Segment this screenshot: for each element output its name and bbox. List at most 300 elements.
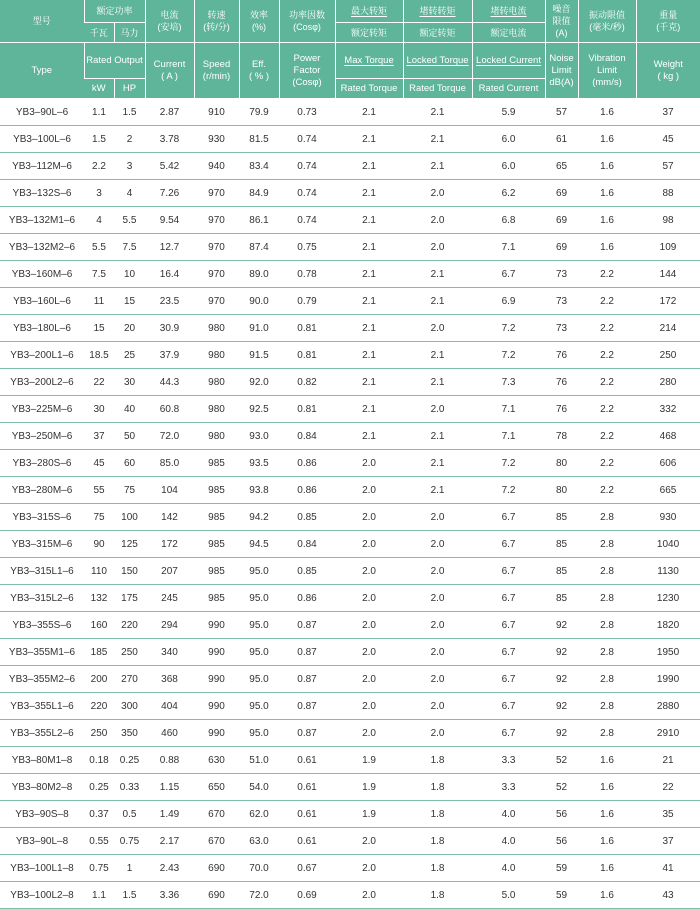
cell-current: 72.0 — [145, 423, 194, 450]
cell-speed: 990 — [194, 612, 239, 639]
cell-weight: 468 — [636, 423, 700, 450]
cell-locked-current-ratio: 6.8 — [472, 207, 545, 234]
cell-locked-torque-ratio: 2.0 — [403, 558, 472, 585]
cell-speed: 970 — [194, 234, 239, 261]
col-header-eff-en: Eff. ( % ) — [239, 43, 279, 99]
cell-vibration-limit: 1.6 — [578, 747, 636, 774]
cell-max-torque-ratio: 2.0 — [335, 504, 403, 531]
cell-current: 7.26 — [145, 180, 194, 207]
cell-noise-limit: 85 — [545, 558, 578, 585]
col-header-max-torque-en2: Rated Torque — [335, 79, 403, 99]
cell-weight: 41 — [636, 855, 700, 882]
cell-weight: 45 — [636, 126, 700, 153]
cell-speed: 990 — [194, 666, 239, 693]
cell-weight: 1950 — [636, 639, 700, 666]
cell-locked-torque-ratio: 2.1 — [403, 342, 472, 369]
cell-power-factor: 0.87 — [279, 639, 335, 666]
cell-speed: 980 — [194, 369, 239, 396]
cell-locked-torque-ratio: 2.0 — [403, 666, 472, 693]
cell-weight: 98 — [636, 207, 700, 234]
cell-efficiency: 91.0 — [239, 315, 279, 342]
table-body — [0, 99, 700, 909]
cell-kw: 0.75 — [84, 855, 114, 882]
cell-kw: 0.55 — [84, 828, 114, 855]
cell-noise-limit: 92 — [545, 693, 578, 720]
cell-weight: 1230 — [636, 585, 700, 612]
cell-weight: 22 — [636, 774, 700, 801]
cell-max-torque-ratio: 2.0 — [335, 639, 403, 666]
col-header-weight-en: Weight ( kg ) — [636, 43, 700, 99]
cell-vibration-limit: 1.6 — [578, 153, 636, 180]
cell-locked-torque-ratio: 2.0 — [403, 693, 472, 720]
table-row — [0, 666, 700, 693]
cell-locked-current-ratio: 6.7 — [472, 693, 545, 720]
cell-efficiency: 94.5 — [239, 531, 279, 558]
cell-type: YB3–315L2–6 — [0, 585, 84, 612]
cell-locked-torque-ratio: 2.0 — [403, 612, 472, 639]
cell-current: 2.17 — [145, 828, 194, 855]
cell-power-factor: 0.86 — [279, 450, 335, 477]
cell-max-torque-ratio: 2.0 — [335, 585, 403, 612]
table-row — [0, 99, 700, 126]
cell-noise-limit: 73 — [545, 288, 578, 315]
cell-current: 340 — [145, 639, 194, 666]
cell-noise-limit: 59 — [545, 855, 578, 882]
cell-kw: 22 — [84, 369, 114, 396]
cell-efficiency: 95.0 — [239, 720, 279, 747]
cell-kw: 2.2 — [84, 153, 114, 180]
table-row — [0, 450, 700, 477]
table-row — [0, 720, 700, 747]
cell-noise-limit: 92 — [545, 639, 578, 666]
cell-current: 404 — [145, 693, 194, 720]
cell-hp: 40 — [114, 396, 145, 423]
cell-noise-limit: 57 — [545, 99, 578, 126]
cell-hp: 5.5 — [114, 207, 145, 234]
col-header-model-zh: 型号 — [0, 0, 84, 43]
cell-vibration-limit: 2.2 — [578, 369, 636, 396]
table-row — [0, 504, 700, 531]
table-row — [0, 207, 700, 234]
cell-power-factor: 0.84 — [279, 531, 335, 558]
col-header-power-factor-en: Power Factor (Cosφ) — [279, 43, 335, 99]
cell-weight: 1820 — [636, 612, 700, 639]
table-row — [0, 612, 700, 639]
cell-vibration-limit: 2.2 — [578, 477, 636, 504]
cell-locked-current-ratio: 3.3 — [472, 747, 545, 774]
cell-hp: 2 — [114, 126, 145, 153]
cell-vibration-limit: 1.6 — [578, 801, 636, 828]
cell-type: YB3–80M1–8 — [0, 747, 84, 774]
cell-max-torque-ratio: 2.1 — [335, 99, 403, 126]
cell-noise-limit: 69 — [545, 207, 578, 234]
cell-locked-current-ratio: 6.7 — [472, 666, 545, 693]
cell-locked-torque-ratio: 2.1 — [403, 288, 472, 315]
cell-type: YB3–90L–8 — [0, 828, 84, 855]
cell-type: YB3–280S–6 — [0, 450, 84, 477]
cell-power-factor: 0.74 — [279, 207, 335, 234]
cell-power-factor: 0.69 — [279, 882, 335, 909]
col-header-kw-en: kW — [84, 79, 114, 99]
table-row — [0, 882, 700, 909]
cell-power-factor: 0.84 — [279, 423, 335, 450]
col-header-speed-en: Speed (r/min) — [194, 43, 239, 99]
cell-hp: 0.75 — [114, 828, 145, 855]
cell-weight: 37 — [636, 99, 700, 126]
cell-kw: 1.5 — [84, 126, 114, 153]
cell-current: 44.3 — [145, 369, 194, 396]
cell-kw: 185 — [84, 639, 114, 666]
col-header-weight-zh: 重量 (千克) — [636, 0, 700, 43]
cell-speed: 970 — [194, 261, 239, 288]
cell-speed: 985 — [194, 504, 239, 531]
cell-locked-current-ratio: 6.7 — [472, 531, 545, 558]
table-row — [0, 369, 700, 396]
cell-current: 9.54 — [145, 207, 194, 234]
cell-type: YB3–355L2–6 — [0, 720, 84, 747]
table-row — [0, 477, 700, 504]
cell-locked-torque-ratio: 2.0 — [403, 207, 472, 234]
cell-max-torque-ratio: 2.0 — [335, 882, 403, 909]
col-header-hp-zh: 马力 — [114, 23, 145, 43]
cell-locked-current-ratio: 6.7 — [472, 585, 545, 612]
cell-hp: 1.5 — [114, 99, 145, 126]
cell-current: 2.87 — [145, 99, 194, 126]
cell-power-factor: 0.75 — [279, 234, 335, 261]
cell-hp: 220 — [114, 612, 145, 639]
cell-current: 245 — [145, 585, 194, 612]
cell-efficiency: 87.4 — [239, 234, 279, 261]
cell-locked-current-ratio: 7.1 — [472, 423, 545, 450]
cell-noise-limit: 78 — [545, 423, 578, 450]
cell-weight: 144 — [636, 261, 700, 288]
col-header-hp-en: HP — [114, 79, 145, 99]
cell-noise-limit: 59 — [545, 882, 578, 909]
cell-noise-limit: 69 — [545, 180, 578, 207]
cell-hp: 75 — [114, 477, 145, 504]
cell-type: YB3–355M1–6 — [0, 639, 84, 666]
cell-speed: 980 — [194, 315, 239, 342]
cell-locked-current-ratio: 7.3 — [472, 369, 545, 396]
col-header-max-torque-zh2: 额定转矩 — [335, 23, 403, 43]
cell-max-torque-ratio: 1.9 — [335, 747, 403, 774]
cell-noise-limit: 85 — [545, 585, 578, 612]
cell-max-torque-ratio: 1.9 — [335, 774, 403, 801]
col-header-max-torque-en: Max Torque — [335, 43, 403, 79]
cell-hp: 3 — [114, 153, 145, 180]
col-header-locked-torque-en: Locked Torque — [403, 43, 472, 79]
cell-kw: 90 — [84, 531, 114, 558]
cell-noise-limit: 80 — [545, 477, 578, 504]
cell-max-torque-ratio: 2.0 — [335, 666, 403, 693]
cell-locked-current-ratio: 6.7 — [472, 504, 545, 531]
col-header-locked-current-en2: Rated Current — [472, 79, 545, 99]
cell-max-torque-ratio: 2.0 — [335, 558, 403, 585]
cell-hp: 10 — [114, 261, 145, 288]
table-row — [0, 855, 700, 882]
cell-hp: 60 — [114, 450, 145, 477]
cell-vibration-limit: 2.8 — [578, 693, 636, 720]
cell-power-factor: 0.74 — [279, 153, 335, 180]
cell-max-torque-ratio: 2.1 — [335, 180, 403, 207]
cell-current: 23.5 — [145, 288, 194, 315]
cell-efficiency: 72.0 — [239, 882, 279, 909]
cell-max-torque-ratio: 2.1 — [335, 369, 403, 396]
cell-current: 2.43 — [145, 855, 194, 882]
cell-vibration-limit: 1.6 — [578, 828, 636, 855]
cell-efficiency: 90.0 — [239, 288, 279, 315]
cell-locked-torque-ratio: 2.0 — [403, 234, 472, 261]
cell-noise-limit: 52 — [545, 747, 578, 774]
cell-hp: 300 — [114, 693, 145, 720]
cell-locked-torque-ratio: 1.8 — [403, 828, 472, 855]
cell-noise-limit: 76 — [545, 342, 578, 369]
cell-max-torque-ratio: 2.0 — [335, 612, 403, 639]
cell-power-factor: 0.79 — [279, 288, 335, 315]
col-header-power-factor-zh: 功率因数 (Cosφ) — [279, 0, 335, 43]
cell-noise-limit: 65 — [545, 153, 578, 180]
cell-power-factor: 0.67 — [279, 855, 335, 882]
cell-locked-torque-ratio: 2.0 — [403, 504, 472, 531]
cell-type: YB3–160L–6 — [0, 288, 84, 315]
cell-type: YB3–200L2–6 — [0, 369, 84, 396]
cell-type: YB3–280M–6 — [0, 477, 84, 504]
cell-vibration-limit: 2.2 — [578, 423, 636, 450]
cell-speed: 980 — [194, 423, 239, 450]
col-header-locked-torque-en2: Rated Torque — [403, 79, 472, 99]
cell-efficiency: 95.0 — [239, 612, 279, 639]
cell-max-torque-ratio: 2.0 — [335, 828, 403, 855]
cell-kw: 4 — [84, 207, 114, 234]
cell-weight: 606 — [636, 450, 700, 477]
cell-locked-torque-ratio: 2.1 — [403, 477, 472, 504]
cell-kw: 37 — [84, 423, 114, 450]
cell-hp: 0.5 — [114, 801, 145, 828]
cell-type: YB3–132S–6 — [0, 180, 84, 207]
col-header-locked-torque-zh2: 额定转矩 — [403, 23, 472, 43]
cell-efficiency: 93.8 — [239, 477, 279, 504]
cell-noise-limit: 92 — [545, 612, 578, 639]
cell-hp: 350 — [114, 720, 145, 747]
cell-noise-limit: 76 — [545, 396, 578, 423]
cell-kw: 0.25 — [84, 774, 114, 801]
cell-locked-torque-ratio: 2.1 — [403, 369, 472, 396]
cell-power-factor: 0.87 — [279, 693, 335, 720]
cell-locked-current-ratio: 7.1 — [472, 234, 545, 261]
cell-type: YB3–225M–6 — [0, 396, 84, 423]
cell-locked-torque-ratio: 2.1 — [403, 450, 472, 477]
cell-current: 30.9 — [145, 315, 194, 342]
cell-efficiency: 89.0 — [239, 261, 279, 288]
col-header-locked-current-en: Locked Current — [472, 43, 545, 79]
cell-locked-current-ratio: 5.0 — [472, 882, 545, 909]
cell-speed: 690 — [194, 855, 239, 882]
cell-speed: 930 — [194, 126, 239, 153]
cell-speed: 990 — [194, 693, 239, 720]
cell-speed: 650 — [194, 774, 239, 801]
cell-power-factor: 0.87 — [279, 720, 335, 747]
cell-hp: 150 — [114, 558, 145, 585]
cell-current: 60.8 — [145, 396, 194, 423]
cell-power-factor: 0.61 — [279, 774, 335, 801]
cell-max-torque-ratio: 2.1 — [335, 207, 403, 234]
cell-type: YB3–132M1–6 — [0, 207, 84, 234]
cell-locked-torque-ratio: 2.0 — [403, 396, 472, 423]
cell-weight: 665 — [636, 477, 700, 504]
cell-locked-torque-ratio: 2.1 — [403, 126, 472, 153]
col-header-noise-en: Noise Limit dB(A) — [545, 43, 578, 99]
cell-speed: 690 — [194, 882, 239, 909]
cell-current: 368 — [145, 666, 194, 693]
cell-speed: 670 — [194, 828, 239, 855]
cell-kw: 1.1 — [84, 882, 114, 909]
cell-kw: 30 — [84, 396, 114, 423]
cell-vibration-limit: 1.6 — [578, 774, 636, 801]
cell-efficiency: 94.2 — [239, 504, 279, 531]
cell-vibration-limit: 2.8 — [578, 666, 636, 693]
cell-locked-torque-ratio: 2.0 — [403, 531, 472, 558]
cell-power-factor: 0.73 — [279, 99, 335, 126]
cell-speed: 970 — [194, 180, 239, 207]
cell-type: YB3–160M–6 — [0, 261, 84, 288]
cell-kw: 3 — [84, 180, 114, 207]
col-header-max-torque-zh: 最大转矩 — [335, 0, 403, 23]
cell-locked-torque-ratio: 2.0 — [403, 639, 472, 666]
cell-locked-torque-ratio: 1.8 — [403, 774, 472, 801]
cell-type: YB3–250M–6 — [0, 423, 84, 450]
cell-vibration-limit: 2.8 — [578, 558, 636, 585]
cell-weight: 2880 — [636, 693, 700, 720]
cell-efficiency: 51.0 — [239, 747, 279, 774]
cell-vibration-limit: 2.8 — [578, 720, 636, 747]
cell-vibration-limit: 1.6 — [578, 882, 636, 909]
cell-weight: 37 — [636, 828, 700, 855]
cell-vibration-limit: 1.6 — [578, 126, 636, 153]
cell-locked-current-ratio: 6.7 — [472, 639, 545, 666]
cell-power-factor: 0.85 — [279, 504, 335, 531]
cell-kw: 5.5 — [84, 234, 114, 261]
cell-hp: 30 — [114, 369, 145, 396]
col-header-noise-zh: 噪音 限值 (A) — [545, 0, 578, 43]
cell-power-factor: 0.86 — [279, 477, 335, 504]
col-header-eff-zh: 效率 (%) — [239, 0, 279, 43]
cell-type: YB3–100L1–8 — [0, 855, 84, 882]
table-row — [0, 774, 700, 801]
cell-current: 16.4 — [145, 261, 194, 288]
cell-efficiency: 63.0 — [239, 828, 279, 855]
cell-max-torque-ratio: 2.1 — [335, 288, 403, 315]
cell-kw: 75 — [84, 504, 114, 531]
cell-noise-limit: 52 — [545, 774, 578, 801]
col-header-rated-output-zh: 额定功率 — [84, 0, 145, 23]
cell-max-torque-ratio: 2.0 — [335, 693, 403, 720]
cell-max-torque-ratio: 2.1 — [335, 396, 403, 423]
cell-power-factor: 0.87 — [279, 612, 335, 639]
table-row — [0, 153, 700, 180]
col-header-locked-current-zh2: 额定电流 — [472, 23, 545, 43]
cell-max-torque-ratio: 2.0 — [335, 450, 403, 477]
table-row — [0, 126, 700, 153]
cell-current: 3.78 — [145, 126, 194, 153]
cell-type: YB3–112M–6 — [0, 153, 84, 180]
col-header-speed-zh: 转速 (转/分) — [194, 0, 239, 43]
cell-type: YB3–132M2–6 — [0, 234, 84, 261]
table-row — [0, 342, 700, 369]
cell-max-torque-ratio: 2.1 — [335, 423, 403, 450]
cell-vibration-limit: 2.2 — [578, 396, 636, 423]
cell-type: YB3–355S–6 — [0, 612, 84, 639]
cell-noise-limit: 73 — [545, 315, 578, 342]
cell-hp: 175 — [114, 585, 145, 612]
cell-locked-current-ratio: 3.3 — [472, 774, 545, 801]
cell-power-factor: 0.61 — [279, 828, 335, 855]
cell-type: YB3–80M2–8 — [0, 774, 84, 801]
table-row — [0, 693, 700, 720]
cell-kw: 220 — [84, 693, 114, 720]
table-row — [0, 558, 700, 585]
cell-weight: 21 — [636, 747, 700, 774]
cell-weight: 1040 — [636, 531, 700, 558]
cell-locked-current-ratio: 5.9 — [472, 99, 545, 126]
cell-current: 0.88 — [145, 747, 194, 774]
cell-power-factor: 0.61 — [279, 801, 335, 828]
cell-noise-limit: 56 — [545, 828, 578, 855]
cell-noise-limit: 92 — [545, 666, 578, 693]
cell-hp: 270 — [114, 666, 145, 693]
table-row — [0, 315, 700, 342]
table-row — [0, 261, 700, 288]
cell-weight: 35 — [636, 801, 700, 828]
cell-efficiency: 95.0 — [239, 639, 279, 666]
cell-speed: 970 — [194, 207, 239, 234]
cell-weight: 43 — [636, 882, 700, 909]
cell-max-torque-ratio: 2.1 — [335, 342, 403, 369]
cell-locked-torque-ratio: 2.1 — [403, 423, 472, 450]
cell-kw: 18.5 — [84, 342, 114, 369]
col-header-vibration-zh: 振动限值 (毫米/秒) — [578, 0, 636, 43]
cell-current: 1.15 — [145, 774, 194, 801]
cell-locked-torque-ratio: 2.0 — [403, 585, 472, 612]
cell-max-torque-ratio: 2.0 — [335, 855, 403, 882]
cell-max-torque-ratio: 2.1 — [335, 126, 403, 153]
cell-locked-current-ratio: 6.0 — [472, 153, 545, 180]
cell-kw: 45 — [84, 450, 114, 477]
cell-power-factor: 0.74 — [279, 126, 335, 153]
cell-kw: 200 — [84, 666, 114, 693]
table-row — [0, 531, 700, 558]
cell-type: YB3–100L–6 — [0, 126, 84, 153]
cell-efficiency: 62.0 — [239, 801, 279, 828]
cell-locked-torque-ratio: 1.8 — [403, 747, 472, 774]
table-row — [0, 288, 700, 315]
table-row — [0, 585, 700, 612]
cell-locked-torque-ratio: 2.1 — [403, 153, 472, 180]
cell-max-torque-ratio: 2.1 — [335, 153, 403, 180]
cell-speed: 985 — [194, 585, 239, 612]
cell-power-factor: 0.87 — [279, 666, 335, 693]
cell-efficiency: 83.4 — [239, 153, 279, 180]
cell-type: YB3–180L–6 — [0, 315, 84, 342]
cell-hp: 4 — [114, 180, 145, 207]
cell-power-factor: 0.74 — [279, 180, 335, 207]
col-header-locked-current-zh: 堵转电流 — [472, 0, 545, 23]
table-row — [0, 396, 700, 423]
cell-speed: 985 — [194, 477, 239, 504]
cell-vibration-limit: 2.8 — [578, 504, 636, 531]
cell-type: YB3–90L–6 — [0, 99, 84, 126]
cell-vibration-limit: 2.8 — [578, 585, 636, 612]
cell-current: 142 — [145, 504, 194, 531]
